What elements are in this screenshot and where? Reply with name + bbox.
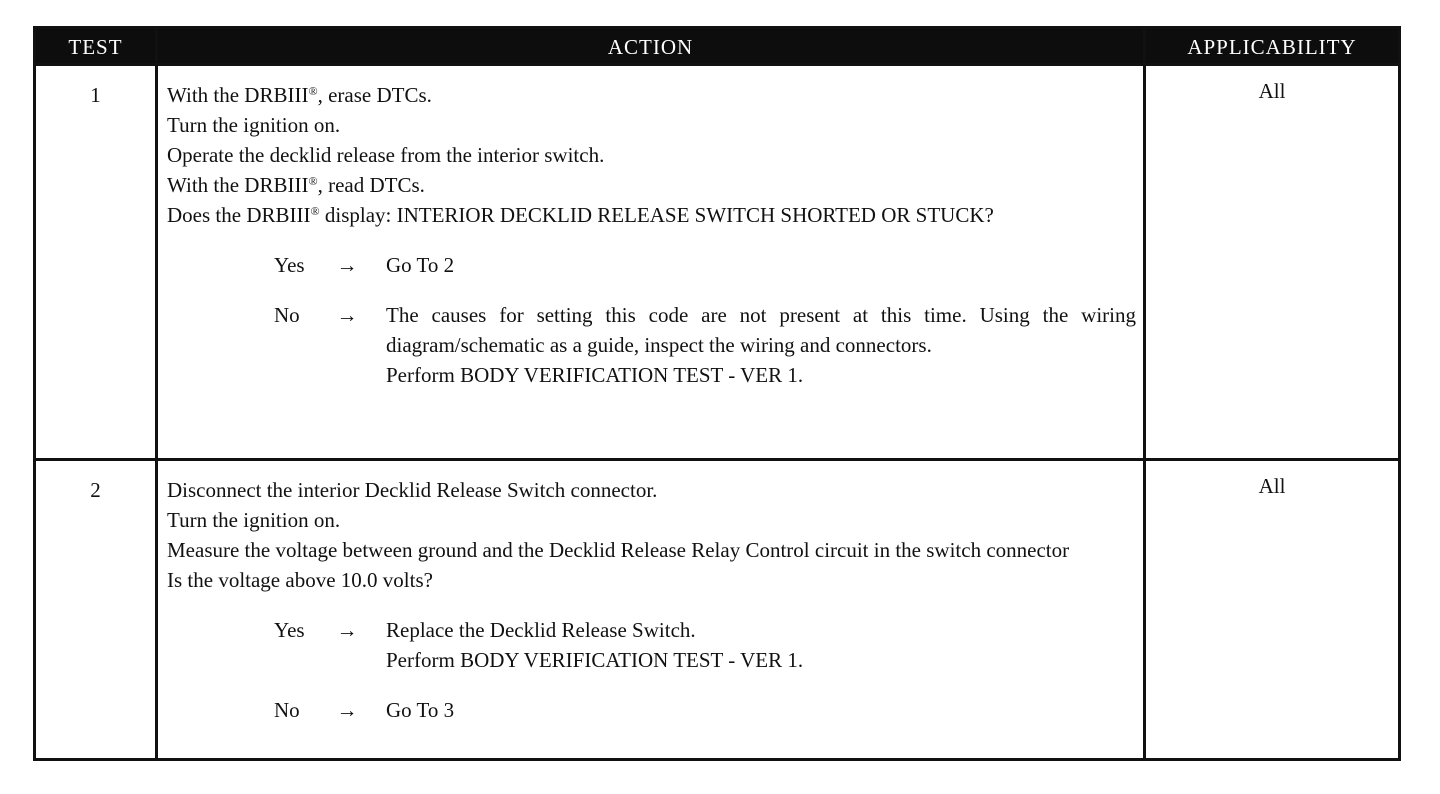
header-action: ACTION — [607, 35, 694, 59]
branch-key: Yes — [274, 253, 305, 277]
action-question: Does the DRBIII® display: INTERIOR DECKLID RELEASE SWITCH SHORTED OR STUCK? — [167, 203, 994, 227]
arrow-icon: → — [336, 698, 358, 722]
branch-line: Perform BODY VERIFICATION TEST - VER 1. — [386, 363, 804, 387]
table-header-row — [36, 29, 1398, 66]
action-line: Turn the ignition on. — [167, 508, 341, 532]
header-applicability: APPLICABILITY — [1187, 35, 1357, 59]
branch-key: No — [274, 698, 300, 722]
header-test: TEST — [68, 35, 123, 59]
action-line: With the DRBIII®, erase DTCs. — [167, 83, 432, 107]
registered-mark-icon: ® — [308, 84, 318, 98]
table-row — [36, 66, 1398, 458]
branch-no — [274, 695, 1139, 725]
diagnostic-test-table — [33, 26, 1401, 761]
branch-body — [386, 695, 1139, 725]
branch-line: Go To 2 — [386, 253, 455, 277]
applicability-cell: All — [1258, 79, 1286, 103]
action-line: Measure the voltage between ground and the Decklid Release Relay Control circuit in the switch connector — [167, 538, 1070, 562]
test-number-cell: 2 — [90, 478, 101, 502]
branch-body — [386, 300, 1139, 390]
branch-body — [386, 615, 1139, 675]
branch-no — [274, 300, 1139, 390]
registered-mark-icon: ® — [310, 204, 320, 218]
branch-line: Perform BODY VERIFICATION TEST - VER 1. — [386, 648, 804, 672]
applicability-cell: All — [1258, 474, 1286, 498]
table-row — [36, 461, 1398, 761]
branch-line: Go To 3 — [386, 698, 455, 722]
registered-mark-icon: ® — [308, 174, 318, 188]
arrow-icon: → — [336, 253, 358, 277]
action-line: With the DRBIII®, read DTCs. — [167, 173, 425, 197]
action-line: Disconnect the interior Decklid Release Switch connector. — [167, 478, 658, 502]
action-question: Is the voltage above 10.0 volts? — [167, 568, 433, 592]
branch-line: Replace the Decklid Release Switch. — [386, 618, 696, 642]
branch-yes — [274, 615, 1139, 675]
arrow-icon: → — [336, 303, 358, 327]
branch-line: The causes for setting this code are not present at this time. Using the wiring diagram/schematic as a guide, inspect the wiring and connectors. — [386, 303, 1136, 357]
test-number-cell: 1 — [90, 83, 101, 107]
arrow-icon: → — [336, 618, 358, 642]
action-cell — [167, 80, 1139, 390]
branch-key: Yes — [274, 618, 305, 642]
branch-key: No — [274, 303, 300, 327]
action-cell — [167, 475, 1139, 725]
branch-body — [386, 250, 1139, 280]
action-line: Operate the decklid release from the interior switch. — [167, 143, 605, 167]
branch-yes — [274, 250, 1139, 280]
action-line: Turn the ignition on. — [167, 113, 341, 137]
